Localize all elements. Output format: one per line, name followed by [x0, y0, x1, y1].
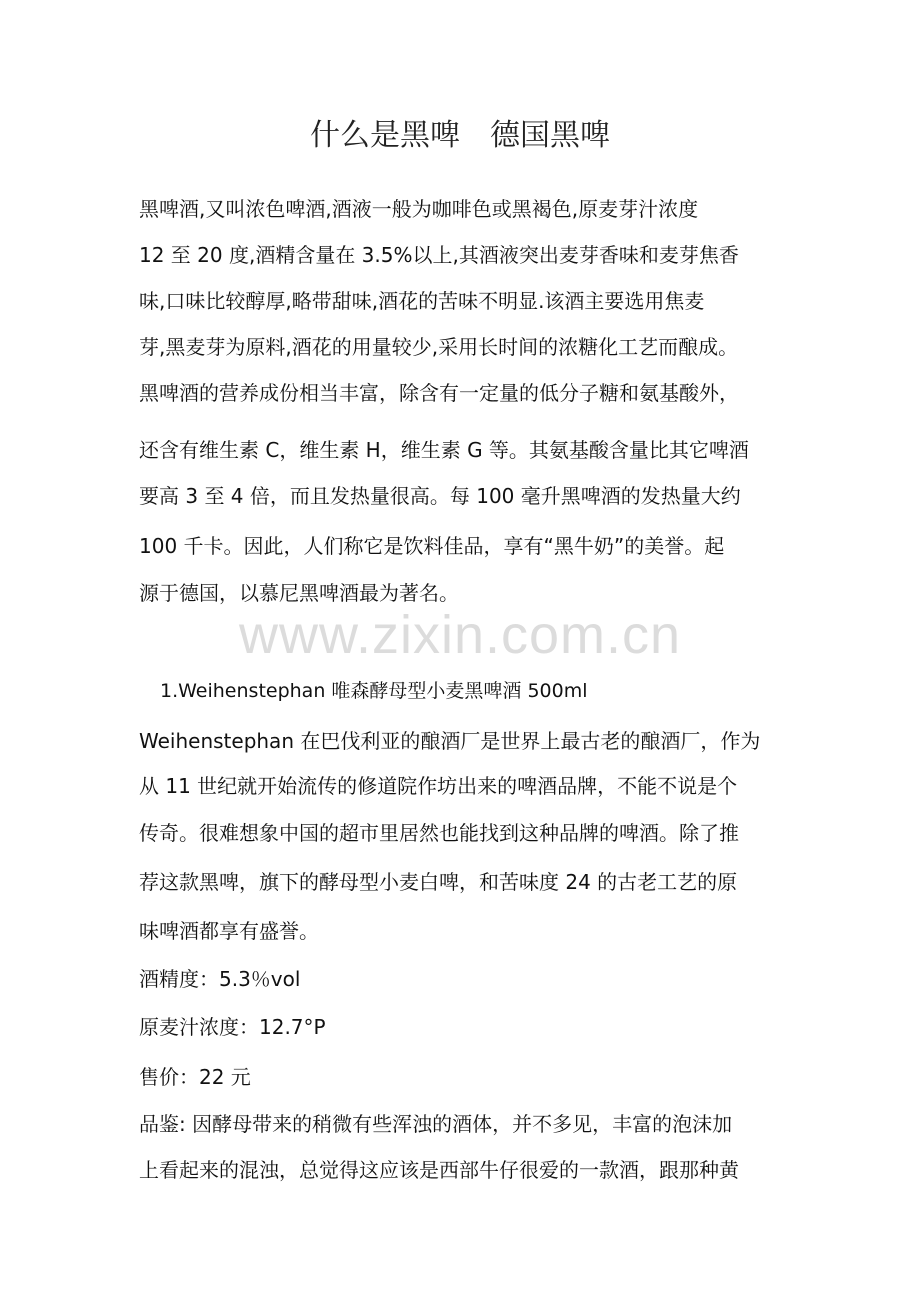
intro-line: 芽,黑麦芽为原料,酒花的用量较少,采用长时间的浓糖化工艺而酿成。 — [139, 335, 739, 359]
intro-line: 黑啤酒的营养成份相当丰富，除含有一定量的低分子糖和氨基酸外， — [139, 381, 739, 405]
intro-line: 还含有维生素 C，维生素 H，维生素 G 等。其氨基酸含量比其它啤酒 — [139, 438, 749, 462]
intro-line: 12 至 20 度,酒精含量在 3.5%以上,其酒液突出麦芽香味和麦芽焦香 — [139, 243, 739, 267]
page-title: 什么是黑啤 德国黑啤 — [310, 118, 610, 153]
item-line: Weihenstephan 在巴伐利亚的酿酒厂是世界上最古老的酿酒厂，作为 — [139, 729, 761, 753]
intro-line: 要高 3 至 4 倍，而且发热量很高。每 100 毫升黑啤酒的发热量大约 — [139, 484, 741, 508]
review-line: 品鉴: 因酵母带来的稍微有些浑浊的酒体，并不多见，丰富的泡沫加 — [139, 1112, 733, 1136]
item-heading: 1.Weihenstephan 唯森酵母型小麦黑啤酒 500ml — [160, 680, 588, 702]
intro-line: 味,口味比较醇厚,略带甜味,酒花的苦味不明显.该酒主要选用焦麦 — [139, 289, 705, 313]
intro-line: 黑啤酒,又叫浓色啤酒,酒液一般为咖啡色或黑褐色,原麦芽汁浓度 — [139, 197, 699, 221]
intro-line: 源于德国，以慕尼黑啤酒最为著名。 — [139, 581, 459, 605]
review-line: 上看起来的混浊，总觉得这应该是西部牛仔很爱的一款酒，跟那种黄 — [139, 1158, 739, 1182]
intro-line: 100 千卡。因此，人们称它是饮料佳品，享有“黑牛奶”的美誉。起 — [139, 534, 725, 558]
item-line: 从 11 世纪就开始流传的修道院作坊出来的啤酒品牌，不能不说是个 — [139, 774, 738, 798]
spec-abv: 酒精度：5.3％vol — [139, 967, 301, 991]
spec-wort: 原麦汁浓度：12.7°P — [139, 1015, 326, 1039]
item-line: 传奇。很难想象中国的超市里居然也能找到这种品牌的啤酒。除了推 — [139, 821, 739, 845]
spec-price: 售价：22 元 — [139, 1065, 251, 1089]
item-line: 荐这款黑啤，旗下的酵母型小麦白啤，和苦味度 24 的古老工艺的原 — [139, 870, 738, 894]
item-line: 味啤酒都享有盛誉。 — [139, 919, 319, 943]
watermark: www.zixin.com.cn — [238, 605, 682, 665]
